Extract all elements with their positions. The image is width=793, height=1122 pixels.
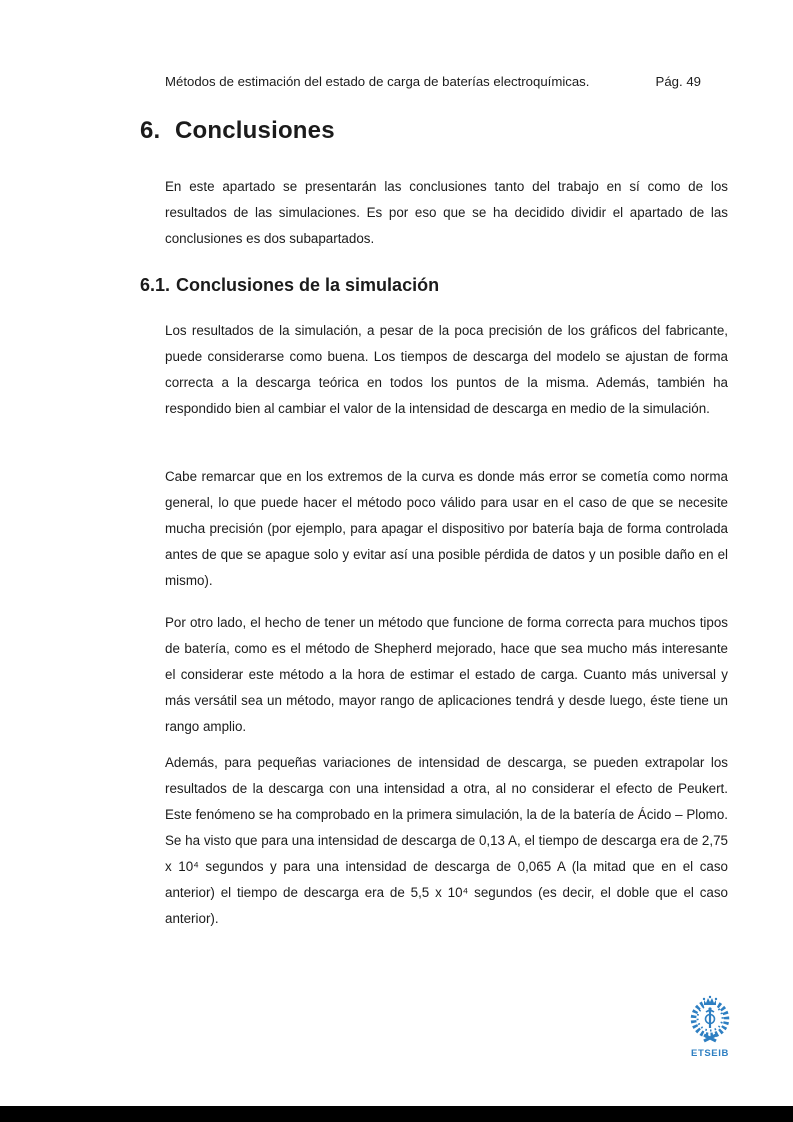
section-number: 6. (140, 117, 161, 144)
etseib-logo (679, 995, 741, 1059)
paragraph: Los resultados de la simulación, a pesar de la poca precisión de los gráficos del fabricante, puede considerarse como buena. Los tiempos de descarga del modelo se ajustan de forma correcta a la descarga teórica en todos los puntos de la misma. Además, también ha respondido bien al cambiar el valor de la intensidad de descarga en medio de la simulación. (165, 323, 728, 416)
footer-bar (0, 1106, 793, 1122)
intro-paragraph: En este apartado se presentarán las conclusiones tanto del trabajo en sí como de los resultados de las simulaciones. Es por eso que se ha decidido dividir el apartado de las conclusiones es dos subapartados. (165, 179, 728, 246)
page-number: Pág. 49 (655, 74, 701, 89)
subsection-number: 6.1. (140, 275, 171, 295)
paragraph: Además, para pequeñas variaciones de intensidad de descarga, se pueden extrapolar los resultados de la descarga con una intensidad a otra, al no considerar el efecto de Peukert. Este fenómeno se ha comprobado en la primera simulación, la de la batería de Ácido – Plomo. Se ha visto que para una intensidad de descarga de 0,13 A, el tiempo de descarga era de 2,75 x 10⁴ segundos y para una intensidad de descarga de 0,065 A (la mitad que en el caso anterior) el tiempo de descarga era de 5,5 x 10⁴ segundos (es decir, el doble que el caso anterior). (165, 755, 728, 926)
etseib-crest-icon (682, 995, 738, 1047)
section-title: Conclusiones (175, 117, 335, 144)
running-title: Métodos de estimación del estado de carga de baterías electroquímicas. (165, 74, 590, 89)
section-heading (140, 116, 335, 146)
subsection-heading (140, 273, 439, 297)
subsection-title: Conclusiones de la simulación (176, 275, 440, 295)
paragraph: Cabe remarcar que en los extremos de la curva es donde más error se cometía como norma general, lo que puede hacer el método poco válido para usar en el caso de que se necesite mucha precisión (por ejemplo, para apagar el dispositivo por batería baja de forma controlada antes de que se apague solo y evitar así una posible pérdida de datos y un posible daño en el mismo). (165, 469, 728, 588)
page-header (165, 73, 701, 90)
etseib-logo-label: ETSEIB (691, 1048, 729, 1059)
paragraph: Por otro lado, el hecho de tener un método que funcione de forma correcta para muchos tipos de batería, como es el método de Shepherd mejorado, hace que sea mucho más interesante el considerar este método a la hora de estimar el estado de carga. Cuanto más universal y más versátil sea un método, mayor rango de aplicaciones tendrá y desde luego, éste tiene un rango amplio. (165, 615, 728, 734)
